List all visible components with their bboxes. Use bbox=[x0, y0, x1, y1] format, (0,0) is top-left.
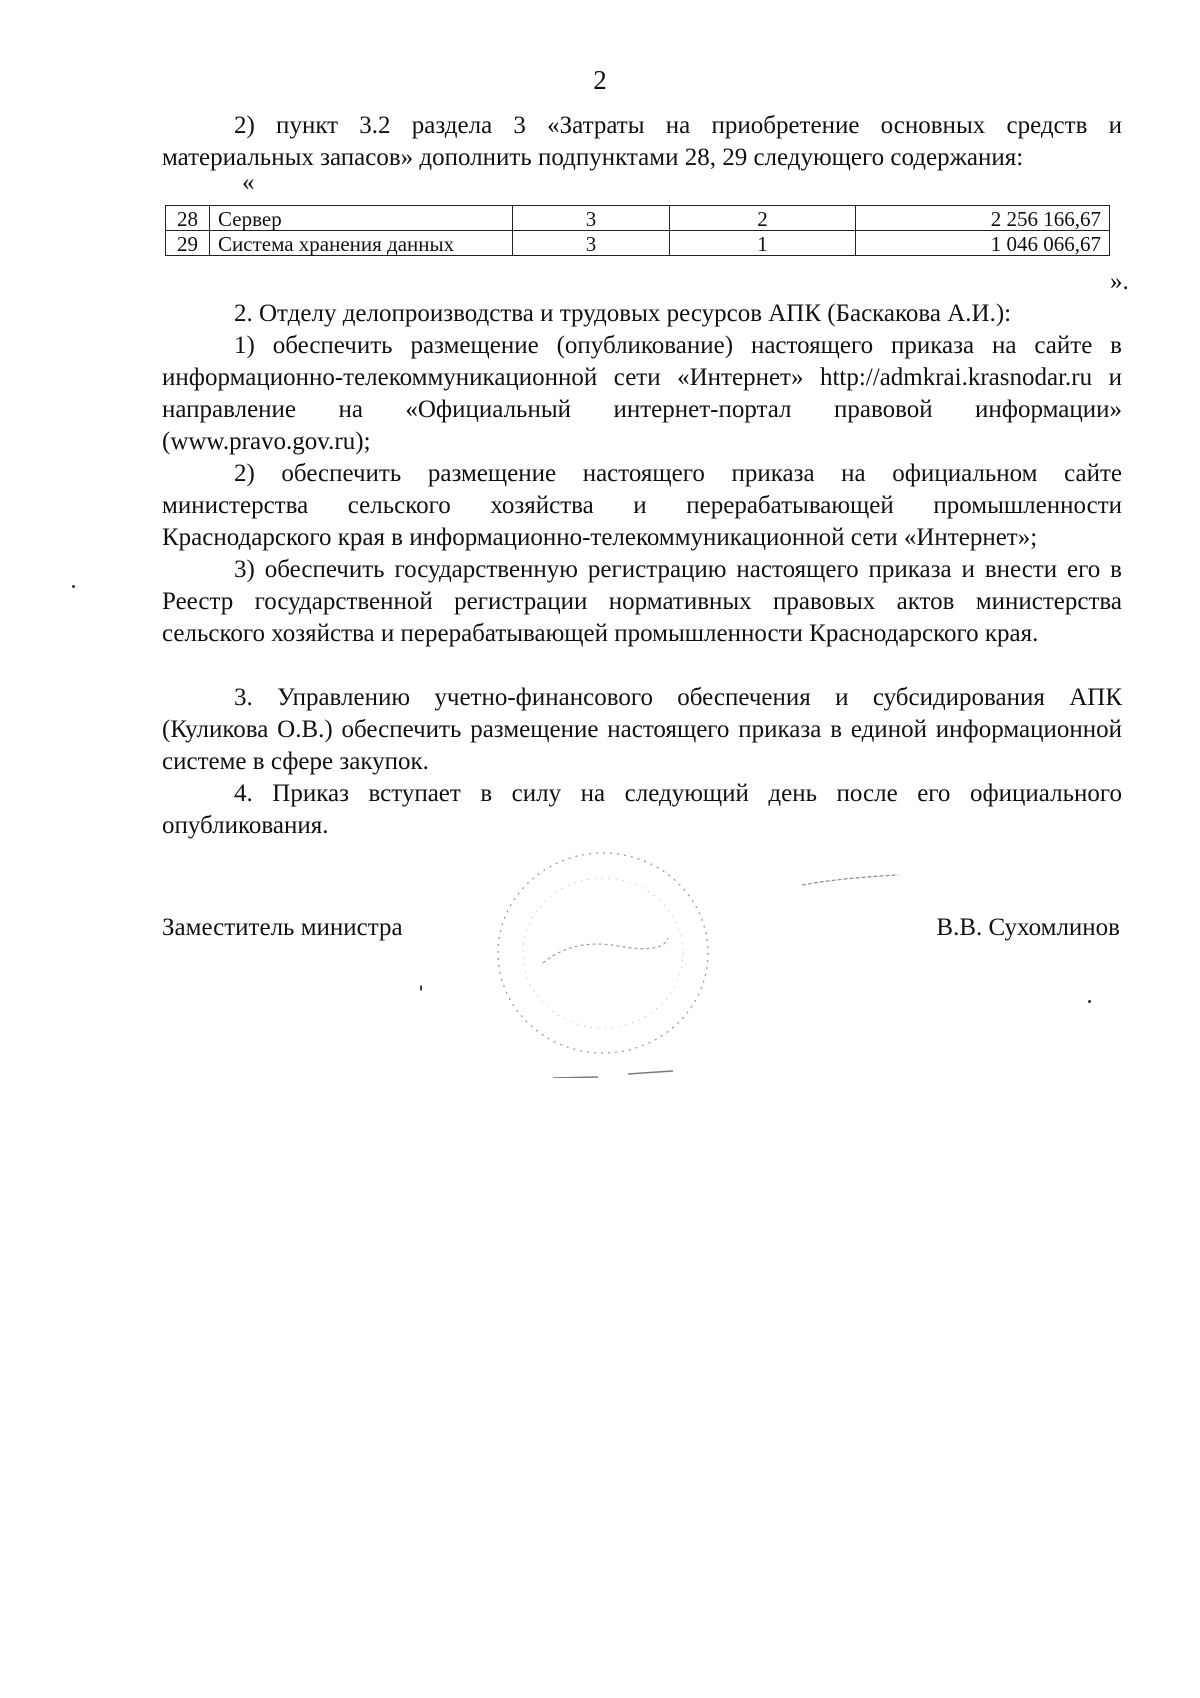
row-number: 28 bbox=[166, 206, 210, 231]
section2-item1-text: 1) обеспечить размещение (опубликование) настоящего приказа на сайте в информационно-телекоммуникационной сети «Интернет» http://admkrai.krasnodar.ru и направление на «Официальный интернет-портал правовой информации» (www.pravo.gov.ru); bbox=[162, 332, 1122, 455]
row-number: 29 bbox=[166, 231, 210, 256]
section2-heading-text: 2. Отделу делопроизводства и трудовых ресурсов АПК (Баскакова А.И.): bbox=[234, 300, 1012, 327]
section2-heading bbox=[162, 298, 1122, 330]
intro-paragraph bbox=[162, 110, 1122, 174]
row-sum: 1 046 066,67 bbox=[856, 231, 1110, 256]
table-row bbox=[166, 206, 1110, 231]
scan-speck bbox=[72, 585, 75, 588]
section2-item2-text: 2) обеспечить размещение настоящего приказа на официальном сайте министерства сельского хозяйства и перерабатывающей промышленности Краснодарского края в информационно-телекоммуникационной сети «Интернет»; bbox=[162, 460, 1122, 551]
page-number: 2 bbox=[593, 65, 607, 95]
row-name: Система хранения данных bbox=[210, 231, 513, 256]
row-sum: 2 256 166,67 bbox=[856, 206, 1110, 231]
section3-paragraph bbox=[162, 682, 1122, 778]
table-row bbox=[166, 231, 1110, 256]
section3-text: 3. Управлению учетно-финансового обеспечения и субсидирования АПК (Куликова О.В.) обеспечить размещение настоящего приказа в единой информационной системе в сфере закупок. bbox=[162, 684, 1122, 775]
section2-item3-text: 3) обеспечить государственную регистрацию настоящего приказа и внести его в Реестр государственной регистрации нормативных правовых актов министерства сельского хозяйства и перерабатывающей промышленности Краснодарского края. bbox=[162, 556, 1122, 647]
row-col-b: 1 bbox=[670, 231, 856, 256]
intro-text: 2) пункт 3.2 раздела 3 «Затраты на приобретение основных средств и материальных запасов» дополнить подпунктами 28, 29 следующего содержания: bbox=[162, 112, 1122, 171]
signatory-name: В.В. Сухомлинов bbox=[936, 914, 1120, 941]
section4-text: 4. Приказ вступает в силу на следующий день после его официального опубликования. bbox=[162, 780, 1122, 839]
section2-item2 bbox=[162, 458, 1122, 554]
row-name: Сервер bbox=[210, 206, 513, 231]
signature-stroke bbox=[800, 870, 900, 890]
row-col-a: 3 bbox=[513, 231, 670, 256]
table-closing-quote: ». bbox=[1110, 268, 1129, 295]
scan-speck bbox=[420, 985, 422, 991]
section2-item3 bbox=[162, 554, 1122, 650]
table-opening-quote: « bbox=[242, 169, 255, 196]
stamp-mark bbox=[468, 828, 728, 1078]
section2-item1 bbox=[162, 330, 1122, 458]
items-table bbox=[165, 205, 1110, 256]
row-col-a: 3 bbox=[513, 206, 670, 231]
scan-speck bbox=[1088, 1000, 1091, 1003]
signatory-position: Заместитель министра bbox=[162, 914, 403, 941]
row-col-b: 2 bbox=[670, 206, 856, 231]
